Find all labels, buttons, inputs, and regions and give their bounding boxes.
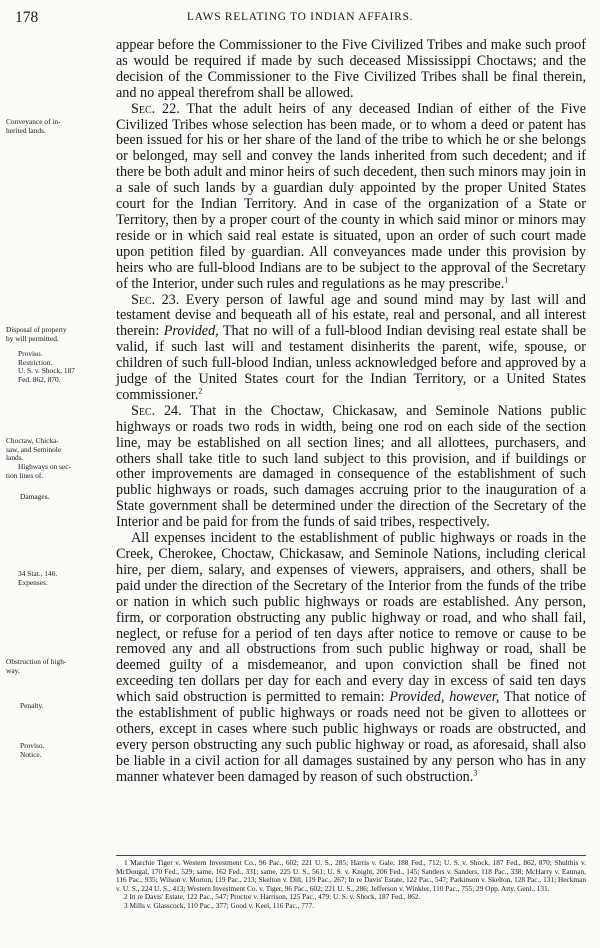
- footnote-ref-3: 3: [473, 767, 478, 777]
- margin-note-expenses: 34 Stat., 146. Expenses.: [18, 569, 58, 587]
- section-23-provided: Provided,: [163, 323, 219, 340]
- margin-note-damages: Damages.: [20, 492, 50, 501]
- margin-note-penalty: Penalty.: [20, 701, 44, 710]
- margin-note-highways: Highways on sec- tion lines of.: [6, 462, 71, 480]
- footnote-1: 1 Marchie Tiger v. Western Investment Co., 96 Pac., 602; 221 U. S., 285; Harris v. Gale, 188 Fed., 712; U. S. v. Shock, 187 Fed., 862, 870; Shulthis v. McDougal, 170 Fed., 529; same, 162 Fed., 331; same, 225 U. S., 561; U. S. v. Knight, 206 Fed., 145; Sanders v. Sanders, 118 Pac., 338; McHarry v. Eatman, 116 Pac., 935; Wilson v. Morton, 119 Pac., 213; Skelton v. Dill, 119 Pac., 267; In re Davis' Estate, 122 Pac., 547; Parkinson v. Skelton, 128 Pac., 131; Heckman v. U. S., 224 U. S., 413; Western Investment Co. v. Tiger, 96 Pac., 602; 221 U. S., 286; Jefferson v. Winkler, 110 Pac., 755; 29 Opp. Atty. Genl., 131.: [116, 858, 586, 893]
- section-24: [116, 404, 586, 531]
- footnote-ref-2: 2: [198, 386, 203, 396]
- footnote-ref-1: 1: [504, 274, 509, 284]
- section-24-label: Sec. 24.: [131, 402, 182, 419]
- main-body: [116, 38, 586, 786]
- section-22-text: That the adult heirs of any deceased Indian of either of the Five Civilized Tribes whose selection has been made, or to whom a deed or patent has been issued for his or her share of the land of the tribe to which he or she belongs or belonged, may sell and convey the lands inherited from such decedent; and if there be both adult and minor heirs of such decedent, then such minors may join in a sale of such lands by a guardian duly appointed by the proper United States court for the Indian Territory. And in case of the organization of a State or Territory, then by a proper court of the county in which said minor or minors may reside or in which said real estate is situated, upon an order of such court made upon petition filed by guardian. All conveyances made under this provision by heirs who are full-blood Indians are to be subject to the approval of the Secretary of the Interior, under such rules and regulations as he may prescribe.: [116, 100, 586, 292]
- paragraph-expenses: [116, 531, 586, 786]
- section-23: [116, 293, 586, 404]
- margin-note-proviso-notice: Proviso. Notice.: [20, 741, 45, 759]
- provided-however: Provided, however,: [389, 689, 500, 706]
- paragraph-continued: appear before the Commissioner to the Five Civilized Tribes and make such proof as would be required if made by such deceased Mississippi Choctaws; and the decision of the Commissioner to the Five Civilized Tribes shall be final therein, and no appeal therefrom shall be allowed.: [116, 37, 586, 101]
- section-23-label: Sec. 23.: [131, 291, 180, 308]
- section-22: [116, 102, 586, 293]
- margin-note-disposal: Disposal of property by will permitted.: [6, 325, 67, 343]
- margin-note-proviso-restriction: Proviso. Restriction. U. S. v. Shock, 187 Fed. 862, 870.: [18, 349, 76, 384]
- running-title: LAWS RELATING TO INDIAN AFFAIRS.: [186, 11, 414, 23]
- expenses-text-end: That notice of the establishment of public highways or roads need not be given to allottees or others, except in cases where such public highways or roads are obstructed, and every person obstructing any such public highway or road, as aforesaid, shall also be liable in a civil action for all damages sustained by any person who has in any manner whatever been damaged by reason of such obstruction.: [116, 689, 587, 785]
- footnote-2: 2 In re Davis' Estate, 122 Pac., 547; Proctor v. Harrison, 125 Pac., 479; U. S. v. Shock, 187 Fed., 862.: [124, 892, 421, 902]
- margin-note-conveyance: Conveyance of in- herited lands.: [6, 117, 61, 135]
- section-22-label: Sec. 22.: [131, 100, 180, 117]
- section-23-text-a: Every person of lawful age and sound mind may by last will and testament devise and bequeath all of his estate, real and personal, and all interest therein:: [116, 291, 587, 340]
- footnote-3: 3 Mills v. Glasscock, 110 Pac., 377; Good v. Keel, 116 Pac., 777.: [124, 900, 315, 910]
- margin-note-choctaw-lands: Choctaw, Chicka- saw, and Seminole lands.: [6, 436, 62, 463]
- expenses-text: All expenses incident to the establishment of public highways or roads in the Creek, Cherokee, Choctaw, Chickasaw, and Seminole Nations, including clerical hire, per diem, salary, and expenses of viewers, appraisers, and others, shall be paid under the direction of the Secretary of the Interior from the funds of the tribe or nation in which such public highways or roads are established. Any person, firm, or corporation obstructing any public highway or road, and who shall fail, neglect, or refuse for a period of ten days after notice to remove or cause to be removed any and all obstructions from such public highway or road, shall be deemed guilty of a misdemeanor, and upon conviction shall be fined not exceeding ten dollars per day for each and every day in excess of said ten days which said obstruction is permitted to remain:: [116, 530, 586, 706]
- footnotes: [116, 855, 586, 911]
- margin-note-obstruction: Obstruction of high- way.: [6, 657, 67, 675]
- page-header: [0, 0, 600, 26]
- section-23-text-b: That no will of a full-blood Indian devising real estate shall be valid, if such last will and testament disinherits the parent, wife, spouse, or children of such full-blood Indian, unless acknowledged before and approved by a judge of the United States court for the Indian Territory, or a United States commissioner.: [116, 323, 586, 403]
- page-number: 178: [15, 9, 39, 26]
- section-24-text: That in the Choctaw, Chickasaw, and Seminole Nations public highways or roads two rods in width, being one rod on each side of the section line, may be established on all section lines; and all allottees, purchasers, and others shall take title to such land subject to this provision, and if buildings or other improvements are damaged in consequence of the establishment of such public highways or roads, such damages accruing prior to the inauguration of a State government shall be determined under the direction of the Secretary of the Interior and be paid for from the funds of said tribes, respectively.: [116, 402, 586, 531]
